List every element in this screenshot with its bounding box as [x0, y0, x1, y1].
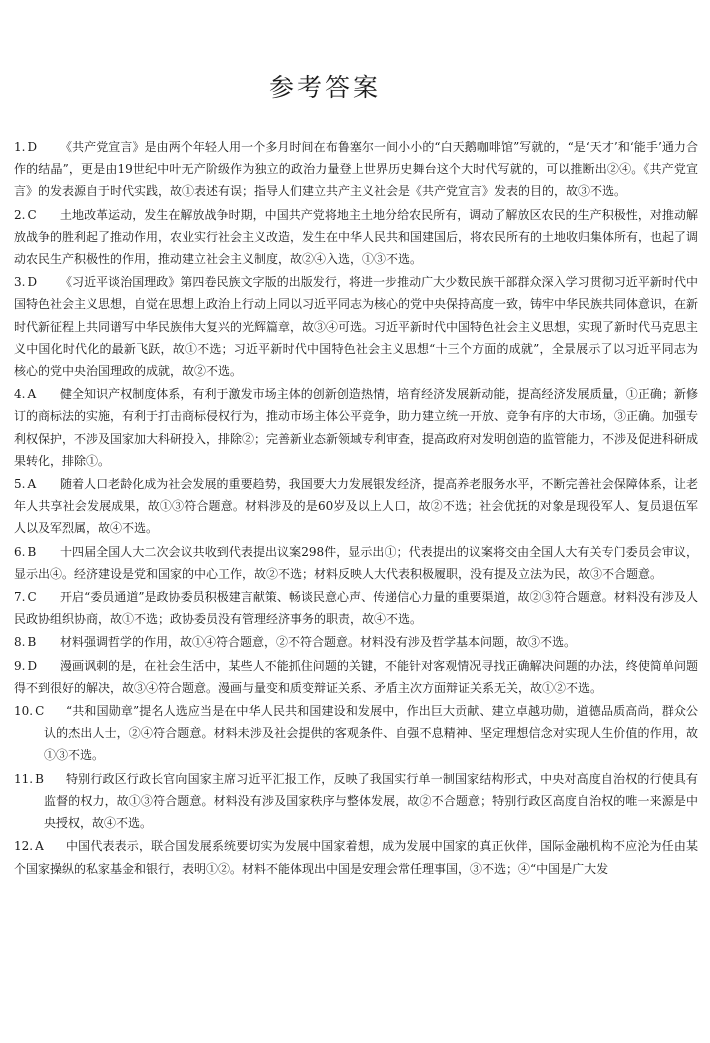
answer-choice: D	[27, 140, 38, 154]
question-number: 7.	[14, 590, 26, 605]
question-number: 11.	[14, 771, 34, 786]
answer-explanation: 中国代表表示，联合国发展系统要切实为发展中国家着想，成为发展中国家的真正伙伴，国际金融机构不应沦为任由某个国家操纵的私家基金和银行，表明①②。材料不能体现出中国是安理会常任理事国，③不选；④“中国是广大发	[14, 839, 698, 876]
answer-choice: D	[27, 275, 38, 290]
answer-item-8	[14, 631, 698, 653]
answer-choice: C	[27, 590, 37, 605]
answer-explanation: 《习近平谈治国理政》第四卷民族文字版的出版发行，将进一步推动广大少数民族干部群众深入学习贯彻习近平新时代中国特色社会主义思想，自觉在思想上政治上行动上同以习近平同志为核心的党中央保持高度一致，铸牢中华民族共同体意识，在新时代新征程上共同谱写中华民族伟大复兴的光辉篇章，故③④可选。习近平新时代中国特色社会主义思想，实现了新时代马克思主义中国化时代化的最新飞跃，故①不选；习近平新时代中国特色社会主义思想“十三个方面的成就”，全景展示了以习近平同志为核心的党中央治国理政的成就，故②不选。	[14, 275, 699, 379]
question-number: 6.	[14, 544, 26, 559]
answer-item-6	[14, 541, 698, 585]
answer-number	[14, 136, 37, 158]
answer-explanation: 健全知识产权制度体系，有利于激发市场主体的创新创造热情，培育经济发展新动能，提高经济发展质量，①正确；新修订的商标法的实施，有利于打击商标侵权行为，推动市场主体公平竞争，助力建立统一开放、竞争有序的大市场，③正确。加强专利权保护，不涉及国家加大科研投入，排除②；完善新业态新领域专利审查，提高政府对发明创造的监管能力，不涉及促进科研成果转化，排除①。	[14, 387, 699, 468]
answer-choice: A	[27, 387, 37, 402]
answer-list	[14, 136, 698, 881]
answer-item-11	[14, 768, 698, 835]
answer-choice: B	[27, 544, 37, 559]
answer-explanation: 开启“委员通道”是政协委员积极建言献策、畅谈民意心声、传递信心力量的重要渠道，故②③符合题意。材料没有涉及人民政协组织协商，故①不选；政协委员没有管理经济事务的职责，故④不选。	[14, 590, 698, 627]
answer-item-7	[14, 586, 698, 630]
answer-item-12	[14, 835, 698, 879]
question-number: 9.	[14, 658, 26, 673]
answer-number	[14, 835, 44, 857]
answer-item-1	[14, 136, 698, 203]
answer-item-5	[14, 473, 698, 540]
answer-choice: C	[35, 704, 45, 719]
answer-number	[14, 204, 37, 226]
answer-choice: D	[27, 658, 38, 673]
answer-explanation: 材料强调哲学的作用，故①④符合题意，②不符合题意。材料没有涉及哲学基本问题，故③不选。	[60, 635, 577, 650]
answer-number	[14, 655, 37, 677]
answer-number	[14, 700, 44, 722]
answer-number	[14, 271, 37, 293]
answer-item-9	[14, 655, 698, 699]
answer-explanation: 《共产党宣言》是由两个年轻人用一个多月时间在布鲁塞尔一间小小的“白天鹅咖啡馆”写就的，“是‘天才’和‘能手’通力合作的结晶”，更是由19世纪中叶无产阶级作为独立的政治力量登上世界历史舞台这个大时代写就的，可以推断出②④。《共产党宣言》的发表源自于时代实践，故①表述有误；指导人们建立共产主义社会是《共产党宣言》发表的目的，故③不选。	[14, 140, 698, 199]
question-number: 2.	[14, 207, 26, 222]
answer-choice: A	[27, 477, 37, 492]
answer-explanation: 随着人口老龄化成为社会发展的重要趋势，我国要大力发展银发经济，提高养老服务水平，不断完善社会保障体系，让老年人共享社会发展成果，故①③符合题意。材料涉及的是60岁及以上人口，故②不选；社会优抚的对象是现役军人、复员退伍军人以及军烈属，故④不选。	[14, 477, 698, 536]
question-number: 4.	[14, 387, 26, 402]
question-number: 12.	[14, 839, 34, 854]
answer-choice: B	[35, 771, 44, 786]
answer-explanation: 土地改革运动，发生在解放战争时期，中国共产党将地主土地分给农民所有，调动了解放区农民的生产积极性，对推动解放战争的胜利起了推动作用，农业实行社会主义改造，发生在中华人民共和国建国后，将农民所有的土地收归集体所有，也起了调动农民生产积极性的作用，推动建立社会主义制度，故②④入选，①③不选。	[14, 207, 699, 267]
answer-number	[14, 541, 36, 563]
answer-explanation: 特别行政区行政长官向国家主席习近平汇报工作，反映了我国实行单一制国家结构形式，中央对高度自治权的行使具有监督的权力，故①③符合题意。材料没有涉及国家秩序与整体发展，故②不合题意；特别行政区高度自治权的唯一来源是中央授权，故④不选。	[44, 771, 698, 831]
answer-number	[14, 631, 36, 653]
answer-explanation: 漫画讽刺的是，在社会生活中，某些人不能抓住问题的关键，不能针对客观情况寻找正确解决问题的办法，终使简单问题得不到很好的解决，故③④符合题意。漫画与量变和质变辩证关系、矛盾主次方面辩证关系无关，故①②不选。	[14, 658, 698, 695]
question-number: 8.	[14, 635, 26, 650]
answer-item-2	[14, 204, 698, 271]
answer-number	[14, 473, 36, 495]
answer-explanation: “共和国勋章”提名人选应当是在中华人民共和国建设和发展中，作出巨大贡献、建立卓越功勋，道德品质高尚，群众公认的杰出人士，②④符合题意。材料未涉及社会提供的客观条件、自强不息精神、坚定理想信念对实现人生价值的作用，故①③不选。	[44, 704, 698, 763]
question-number: 5.	[14, 477, 26, 492]
question-number: 10.	[14, 704, 34, 719]
answer-choice: B	[27, 635, 37, 650]
answer-choice: C	[27, 207, 37, 222]
question-number: 1.	[14, 140, 26, 154]
answer-explanation: 十四届全国人大二次会议共收到代表提出议案298件，显示出①；代表提出的议案将交由全国人大有关专门委员会审议，显示出④。经济建设是党和国家的中心工作，故②不选；材料反映人大代表积极履职，没有提及立法为民，故③不合题意。	[14, 544, 698, 581]
answer-choice: A	[35, 839, 44, 854]
answer-item-4	[14, 383, 698, 472]
answer-number	[14, 383, 36, 405]
answer-number	[14, 768, 44, 790]
answer-item-10	[14, 700, 698, 767]
question-number: 3.	[14, 275, 26, 290]
page-title: 参考答案	[268, 73, 381, 102]
answer-number	[14, 586, 37, 608]
answer-item-3	[14, 271, 698, 382]
